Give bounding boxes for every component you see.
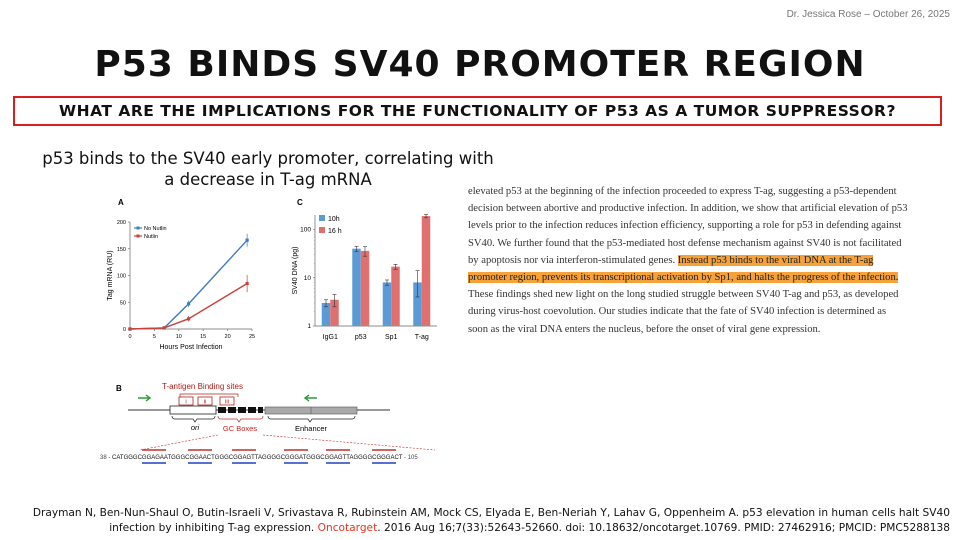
- citation-journal: Oncotarget: [317, 522, 378, 534]
- panel-c-category-label: T-ag: [414, 334, 429, 341]
- panel-b-label: B: [116, 384, 122, 393]
- site-1-label: I: [185, 399, 187, 406]
- panel-a-y-tick-label: 100: [116, 273, 126, 280]
- ori-brace: [172, 416, 215, 422]
- panel-a-series-line: [130, 240, 247, 329]
- gc-box-5: [258, 407, 263, 413]
- site-3-label: III: [224, 399, 230, 406]
- panel-c-plot: [292, 214, 437, 341]
- ori-box: [170, 406, 216, 414]
- panel-a-x-tick-label: 25: [248, 334, 256, 340]
- slide-title: P53 BINDS SV40 PROMOTER REGION: [94, 44, 866, 85]
- panel-a-data-point: [163, 326, 166, 329]
- abstract-highlight: Instead p53 binds to the viral DNA at the T-ag promoter region, prevents its transcriptional activation by Sp1, and halts the progress of the infection.: [468, 254, 899, 284]
- panel-a-label: A: [118, 198, 124, 207]
- panel-a-x-tick-label: 5: [152, 334, 156, 340]
- panel-a-y-axis-title: Tag mRNA (RU): [107, 250, 114, 301]
- panel-c-category-label: p53: [354, 334, 367, 341]
- abstract-text-before: elevated p53 at the beginning of the infection proceeded to express T-ag, suggesting a p53-dependent decision between abortive and productive infection. In addition, we show that artificial elevation of p53 levels prior to the infection reduces infection efficiency, supporting a role for p53 in defending against SV40. We further found that the p53-mediated host defense mechanism against SV40 is not facilitated by apoptosis nor via interferon-stimulated genes.: [468, 186, 908, 266]
- panel-c-legend-label: 10h: [328, 216, 340, 223]
- site-2-label: II: [203, 399, 207, 406]
- panel-c-category-label: Sp1: [385, 334, 398, 341]
- panel-a-chart: [100, 195, 270, 360]
- panel-a-plot: [107, 220, 255, 351]
- panel-b-diagram: [100, 378, 450, 470]
- panel-c-legend-label: 16 h: [328, 228, 342, 235]
- panel-a-data-point: [187, 302, 190, 305]
- gc-box-1: [218, 407, 226, 413]
- panel-a-x-tick-label: 10: [175, 334, 182, 340]
- panel-a-legend-marker: [137, 235, 140, 238]
- gc-box-3: [238, 407, 246, 413]
- panel-a-x-tick-label: 20: [224, 334, 231, 340]
- panel-c-legend-swatch: [319, 215, 325, 221]
- panel-a-y-tick-label: 150: [116, 246, 126, 253]
- panel-c-bar: [361, 251, 370, 326]
- panel-c-y-axis-title: SV40 DNA (pg): [292, 246, 299, 295]
- binding-sites-title: T-antigen Binding sites: [162, 382, 243, 391]
- abstract-text-after: These findings shed new light on the long studied struggle between SV40 T-ag and p53, as developed during virus-host coevolution. Our studies indicate that the fate of SV40 infection is determined as soon as the viral DNA enters the nucleus, before the onset of viral gene expression.: [468, 289, 899, 335]
- panel-c-chart: [285, 195, 445, 360]
- citation-authors: Drayman N, Ben-Nun-Shaul O, Butin-Israeli V, Srivastava R, Rubinstein AM, Mock CS, Elyada E, Ben-Neriah Y, Lahav G, Oppenheim A. p53 elevation in human cells halt SV40 infection by inhibiting T-ag expression.: [32, 507, 950, 534]
- panel-c-bar: [422, 216, 431, 326]
- panel-c-y-tick-label: 10: [303, 274, 311, 282]
- panel-a-data-point: [128, 327, 131, 330]
- author-date: Dr. Jessica Rose – October 26, 2025: [786, 9, 950, 20]
- panel-a-data-point: [246, 239, 249, 242]
- citation-rest: . 2016 Aug 16;7(33):52643-52660. doi: 10.18632/oncotarget.10769. PMID: 27462916; PMCID: PMC5288138: [377, 522, 950, 534]
- reverse-primer-arrow: [305, 395, 317, 401]
- panel-c-bar: [383, 282, 392, 326]
- panel-a-y-tick-label: 0: [122, 327, 126, 333]
- gc-boxes-label: GC Boxes: [222, 424, 258, 433]
- enhancer-label: Enhancer: [294, 424, 328, 433]
- ori-label: ori: [190, 423, 200, 432]
- abstract-excerpt: [468, 183, 908, 338]
- figure-subtitle: p53 binds to the SV40 early promoter, correlating with a decrease in T-ag mRNA: [42, 149, 494, 189]
- panel-a-y-tick-label: 200: [116, 220, 126, 226]
- citation: [10, 506, 950, 536]
- panel-c-label: C: [297, 198, 303, 207]
- gc-box-4: [248, 407, 256, 413]
- question-text: WHAT ARE THE IMPLICATIONS FOR THE FUNCTIONALITY OF P53 AS A TUMOR SUPPRESSOR?: [59, 102, 896, 120]
- panel-c-legend-swatch: [319, 227, 325, 233]
- panel-a-x-tick-label: 0: [128, 334, 132, 340]
- gc-box-2: [228, 407, 236, 413]
- panel-a-x-axis-title: Hours Post Infection: [159, 344, 223, 351]
- panel-c-bar: [391, 267, 400, 326]
- zoom-line-left: [140, 435, 218, 450]
- panel-c-bar: [352, 249, 361, 326]
- zoom-line-right: [263, 435, 435, 450]
- forward-primer-arrow: [138, 395, 150, 401]
- gc-brace: [218, 416, 263, 422]
- enhancer-brace: [268, 416, 355, 422]
- panel-a-legend-label: Nutlin: [144, 234, 159, 240]
- panel-a-data-point: [187, 317, 190, 320]
- panel-a-x-tick-label: 15: [200, 334, 207, 340]
- panel-a-y-tick-label: 50: [119, 300, 126, 307]
- panel-c-y-tick-label: 100: [300, 226, 311, 234]
- panel-a-legend-label: No Nutlin: [144, 226, 167, 232]
- promoter-sequence: 38 - CATGGGCGGAGAATGGGCGGAACTGGGCGGAGTTAGGGGCGGGATGGGCGGAGTTAGGGGCGGGACT - 105: [100, 455, 418, 461]
- panel-c-y-tick-label: 1: [307, 323, 311, 330]
- panel-a-data-point: [246, 282, 249, 285]
- panel-c-category-label: IgG1: [322, 334, 338, 341]
- panel-a-legend-marker: [137, 227, 140, 230]
